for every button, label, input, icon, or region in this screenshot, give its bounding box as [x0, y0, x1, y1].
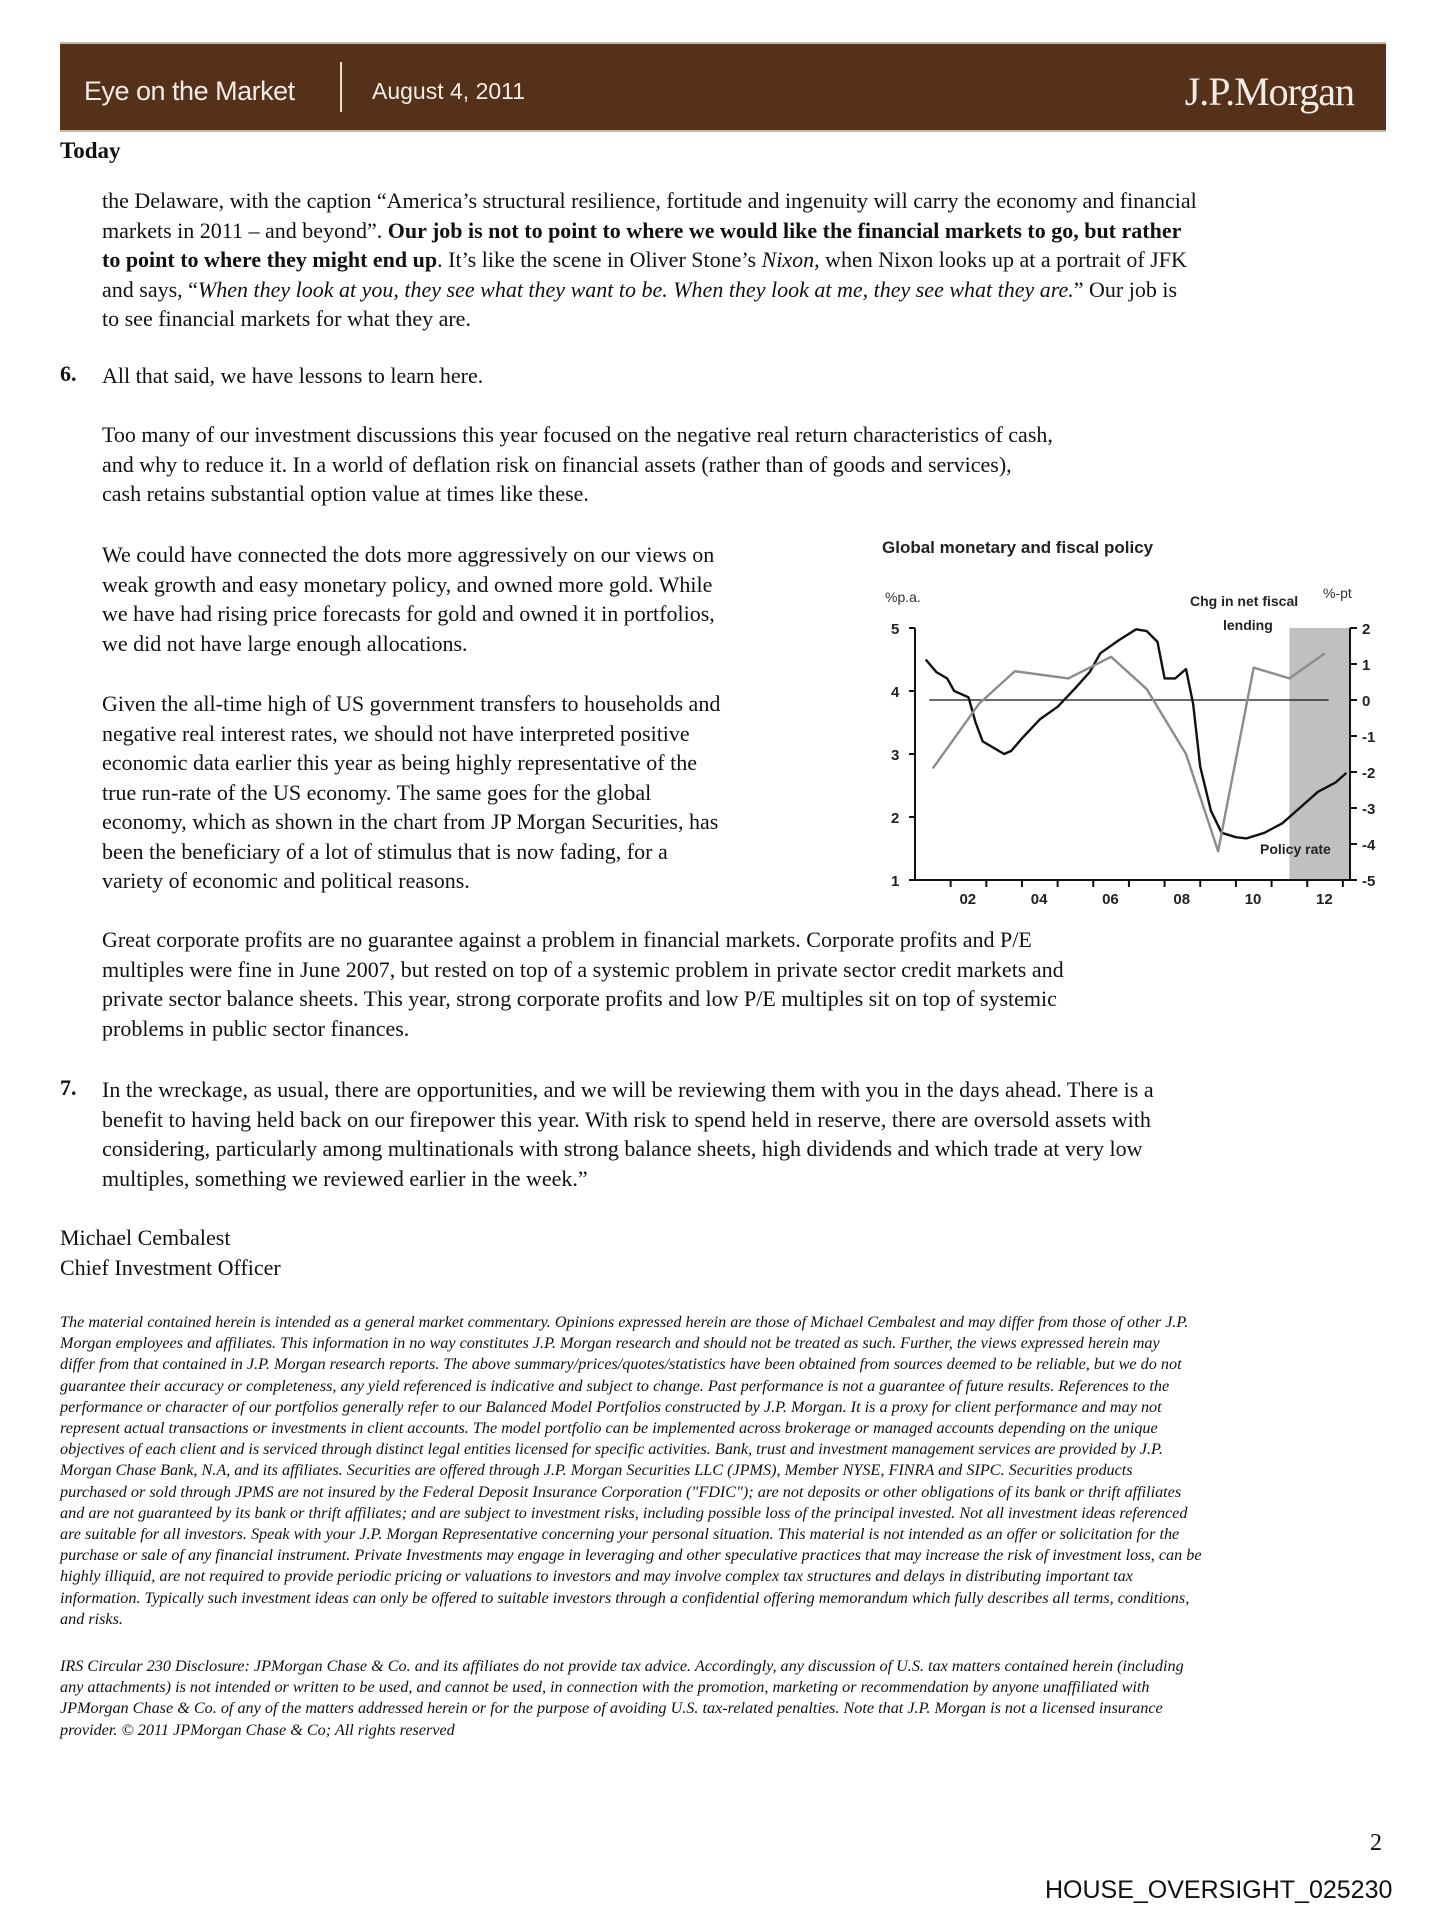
irs-line: provider. © 2011 JPMorgan Chase & Co; All rights reserved — [60, 1720, 455, 1739]
irs-line: any attachments) is not intended or written to be used, and cannot be used, in connection with the promotion, marketing or recommendation by anyone unaffiliated with — [60, 1678, 1150, 1697]
x-tick-label: 08 — [1173, 891, 1191, 908]
paragraph-line: private sector balance sheets. This year, strong corporate profits and low P/E multiples sit on top of systemic — [102, 986, 1057, 1011]
paragraph-line: considering, particularly among multinationals with strong balance sheets, high dividends and which trade at very low — [102, 1136, 1143, 1161]
left-tick-label: 3 — [891, 747, 900, 764]
disclaimer-line: performance or character of our portfolios generally refer to our Balanced Model Portfolios constructed by J.P. Morgan. It is a proxy for client performance and may not — [60, 1397, 1162, 1416]
header-divider — [340, 62, 342, 112]
disclaimer-line: information. Typically such investment ideas can only be offered to suitable investors through a confidential offering memorandum which fully describes all terms, conditions, — [60, 1588, 1190, 1607]
fiscal-lending-line — [933, 653, 1325, 851]
disclaimer-line: Morgan employees and affiliates. This information in no way constitutes J.P. Morgan research and should not be treated as such. Further, the views expressed herein may — [60, 1334, 1160, 1353]
left-tick-label: 5 — [891, 621, 900, 638]
bates-number: HOUSE_OVERSIGHT_025230 — [1045, 1876, 1393, 1904]
policy-rate-annotation: Policy rate — [1260, 841, 1331, 857]
author-title: Chief Investment Officer — [60, 1254, 281, 1280]
intro-line — [102, 275, 1392, 305]
paragraph-line: Great corporate profits are no guarantee against a problem in financial markets. Corporate profits and P/E — [102, 927, 1032, 952]
disclaimer-line: purchased or sold through JPMS are not insured by the Federal Deposit Insurance Corporation ("FDIC"); are not deposits or other obligations of its bank or thrift affiliates — [60, 1482, 1182, 1501]
intro-paragraph — [102, 186, 1392, 334]
disclaimer-line: and are not guaranteed by its bank or thrift affiliates; and are subject to investment risks, including possible loss of the principal invested. Not all investment ideas referenced — [60, 1503, 1188, 1522]
right-axis-unit: %-pt — [1323, 585, 1352, 601]
intro-text: markets in 2011 – and beyond”. — [102, 217, 388, 243]
right-tick-label: -5 — [1362, 873, 1376, 890]
disclaimer-line: Morgan Chase Bank, N.A, and its affiliates. Securities are offered through J.P. Morgan Securities LLC (JPMS), Member NYSE, FINRA and SIPC. Securities products — [60, 1461, 1133, 1480]
item-6-paragraph-3 — [102, 689, 862, 896]
disclaimer-line: guarantee their accuracy or completeness, any yield referenced is indicative and subject to change. Past performance is not a guarantee of future results. References to the — [60, 1376, 1170, 1395]
disclaimer-line: and risks. — [60, 1609, 123, 1628]
legal-disclaimer — [60, 1312, 1380, 1630]
paragraph-line: Too many of our investment discussions this year focused on the negative real return characteristics of cash, — [102, 422, 1053, 447]
intro-text: , when Nixon looks up at a portrait of JFK — [814, 247, 1187, 272]
signature — [60, 1223, 281, 1282]
paragraph-line: multiples were fine in June 2007, but rested on top of a systemic problem in private sector credit markets and — [102, 956, 1064, 982]
page-number: 2 — [1370, 1830, 1382, 1856]
paragraph-line: economic data earlier this year as being highly representative of the — [102, 750, 697, 775]
disclaimer-line: objectives of each client and is serviced through distinct legal entities licensed for specific activities. Bank, trust and investment management services are provided by J.P. — [60, 1440, 1163, 1459]
section-title: Today — [60, 138, 121, 163]
disclaimer-line: differ from that contained in J.P. Morgan research reports. The above summary/prices/quotes/statistics have been obtained from sources deemed to be reliable, but we do not — [60, 1355, 1182, 1374]
paragraph-line: cash retains substantial option value at times like these. — [102, 481, 589, 506]
right-tick-label: -3 — [1362, 801, 1376, 818]
left-tick-label: 1 — [891, 873, 900, 890]
x-tick-label: 06 — [1102, 891, 1119, 908]
disclaimer-line: are suitable for all investors. Speak with your J.P. Morgan Representative concerning your personal situation. This material is not intended as an offer or solicitation for the — [60, 1525, 1180, 1544]
x-tick-label: 04 — [1030, 891, 1048, 908]
intro-bold-text: Our job is not to point to where we would like the financial markets to go, but rather — [387, 217, 1182, 243]
intro-text: . It’s like the scene in Oliver Stone’s — [437, 247, 762, 272]
intro-line: the Delaware, with the caption “America’s structural resilience, fortitude and ingenuity will carry the economy and financial — [102, 188, 1197, 213]
intro-text: and says, “ — [102, 276, 198, 302]
item-6-paragraph-1 — [102, 420, 1342, 509]
intro-bold-text: to point to where they might end up — [102, 247, 438, 272]
chart-title: Global monetary and fiscal policy — [882, 538, 1154, 557]
paragraph-line: negative real interest rates, we should not have interpreted positive — [102, 720, 690, 746]
paragraph-line: we have had rising price forecasts for gold and owned it in portfolios, — [102, 601, 715, 626]
publication-date: August 4, 2011 — [372, 78, 526, 104]
item-6-number: 6. — [60, 361, 77, 386]
right-tick-label: -2 — [1362, 765, 1376, 782]
disclaimer-line: purchase or sale of any financial instrument. Private Investments may engage in leveraging and other speculative practices that may increase the risk of investment loss, can be — [60, 1546, 1202, 1565]
item-6-lead: All that said, we have lessons to learn here. — [102, 363, 484, 388]
disclaimer-line: The material contained herein is intended as a general market commentary. Opinions expressed herein are those of Michael Cembalest and may differ from those of other J.P. — [60, 1313, 1189, 1331]
paragraph-line: and why to reduce it. In a world of deflation risk on financial assets (rather than of goods and services), — [102, 451, 1012, 477]
right-tick-label: -4 — [1362, 837, 1376, 854]
paragraph-line: In the wreckage, as usual, there are opportunities, and we will be reviewing them with you in the days ahead. There is a — [102, 1077, 1154, 1102]
irs-line: JPMorgan Chase & Co. of any of the matters addressed herein or for the purpose of avoiding U.S. tax-related penalties. Note that J.P. Morgan is not a licensed insurance — [60, 1699, 1163, 1718]
paragraph-line: true run-rate of the US economy. The same goes for the global — [102, 779, 652, 805]
x-tick-label: 12 — [1316, 891, 1333, 908]
paragraph-line: variety of economic and political reasons. — [102, 868, 470, 893]
paragraph-line: problems in public sector finances. — [102, 1015, 410, 1041]
policy-chart — [860, 530, 1380, 920]
header-banner — [60, 42, 1386, 132]
intro-italic-text: Nixon — [761, 247, 815, 272]
right-tick-label: 1 — [1362, 657, 1371, 674]
paragraph-line: benefit to having held back on our firepower this year. With risk to spend held in reserve, there are oversold assets with — [102, 1106, 1151, 1132]
paragraph-line: weak growth and easy monetary policy, and owned more gold. While — [102, 571, 713, 597]
policy-rate-line — [926, 629, 1347, 838]
jpmorgan-logo: J.P.Morgan — [1184, 69, 1354, 114]
disclaimer-line: represent actual transactions or investments in client accounts. The model portfolio can be implemented across brokerage or managed accounts depending on the unique — [60, 1419, 1158, 1438]
item-6-paragraph-2 — [102, 540, 862, 658]
author-name: Michael Cembalest — [60, 1225, 231, 1250]
item-6-paragraph-4 — [102, 925, 1342, 1043]
paragraph-line: we did not have large enough allocations. — [102, 630, 468, 656]
disclaimer-line: highly illiquid, are not required to provide periodic pricing or valuations to investors and may involve complex tax structures and delays in distributing important tax — [60, 1567, 1133, 1586]
intro-line: to see financial markets for what they are. — [102, 306, 471, 331]
right-tick-label: 0 — [1362, 693, 1371, 710]
chart-plot — [860, 530, 1380, 920]
nixon-quote: When they look at you, they see what they want to be. When they look at me, they see what they are. — [197, 276, 1074, 302]
intro-line — [102, 245, 1392, 275]
irs-line: IRS Circular 230 Disclosure: JPMorgan Chase & Co. and its affiliates do not provide tax advice. Accordingly, any discussion of U.S. tax matters contained herein (including — [60, 1657, 1184, 1675]
paragraph-line: been the beneficiary of a lot of stimulus that is now fading, for a — [102, 838, 668, 864]
item-7-paragraph — [102, 1075, 1402, 1193]
intro-text: ” Our job is — [1073, 276, 1178, 302]
paragraph-line: Given the all-time high of US government transfers to households and — [102, 691, 721, 716]
paragraph-line: economy, which as shown in the chart from JP Morgan Securities, has — [102, 809, 719, 834]
paragraph-line: multiples, something we reviewed earlier in the week.” — [102, 1165, 588, 1191]
item-7-number: 7. — [60, 1075, 77, 1100]
left-axis-unit: %p.a. — [885, 589, 921, 605]
left-tick-label: 4 — [891, 684, 900, 701]
intro-line — [102, 216, 1392, 246]
right-tick-label: 2 — [1362, 621, 1371, 638]
right-tick-label: -1 — [1362, 729, 1376, 746]
fiscal-lending-annotation-2: lending — [1223, 617, 1273, 633]
irs-disclosure — [60, 1656, 1380, 1741]
x-tick-label: 10 — [1244, 891, 1262, 908]
x-tick-label: 02 — [959, 891, 977, 908]
paragraph-line: We could have connected the dots more aggressively on our views on — [102, 542, 715, 567]
fiscal-lending-annotation: Chg in net fiscal — [1190, 593, 1299, 609]
series-title: Eye on the Market — [84, 76, 295, 106]
left-tick-label: 2 — [891, 810, 900, 827]
